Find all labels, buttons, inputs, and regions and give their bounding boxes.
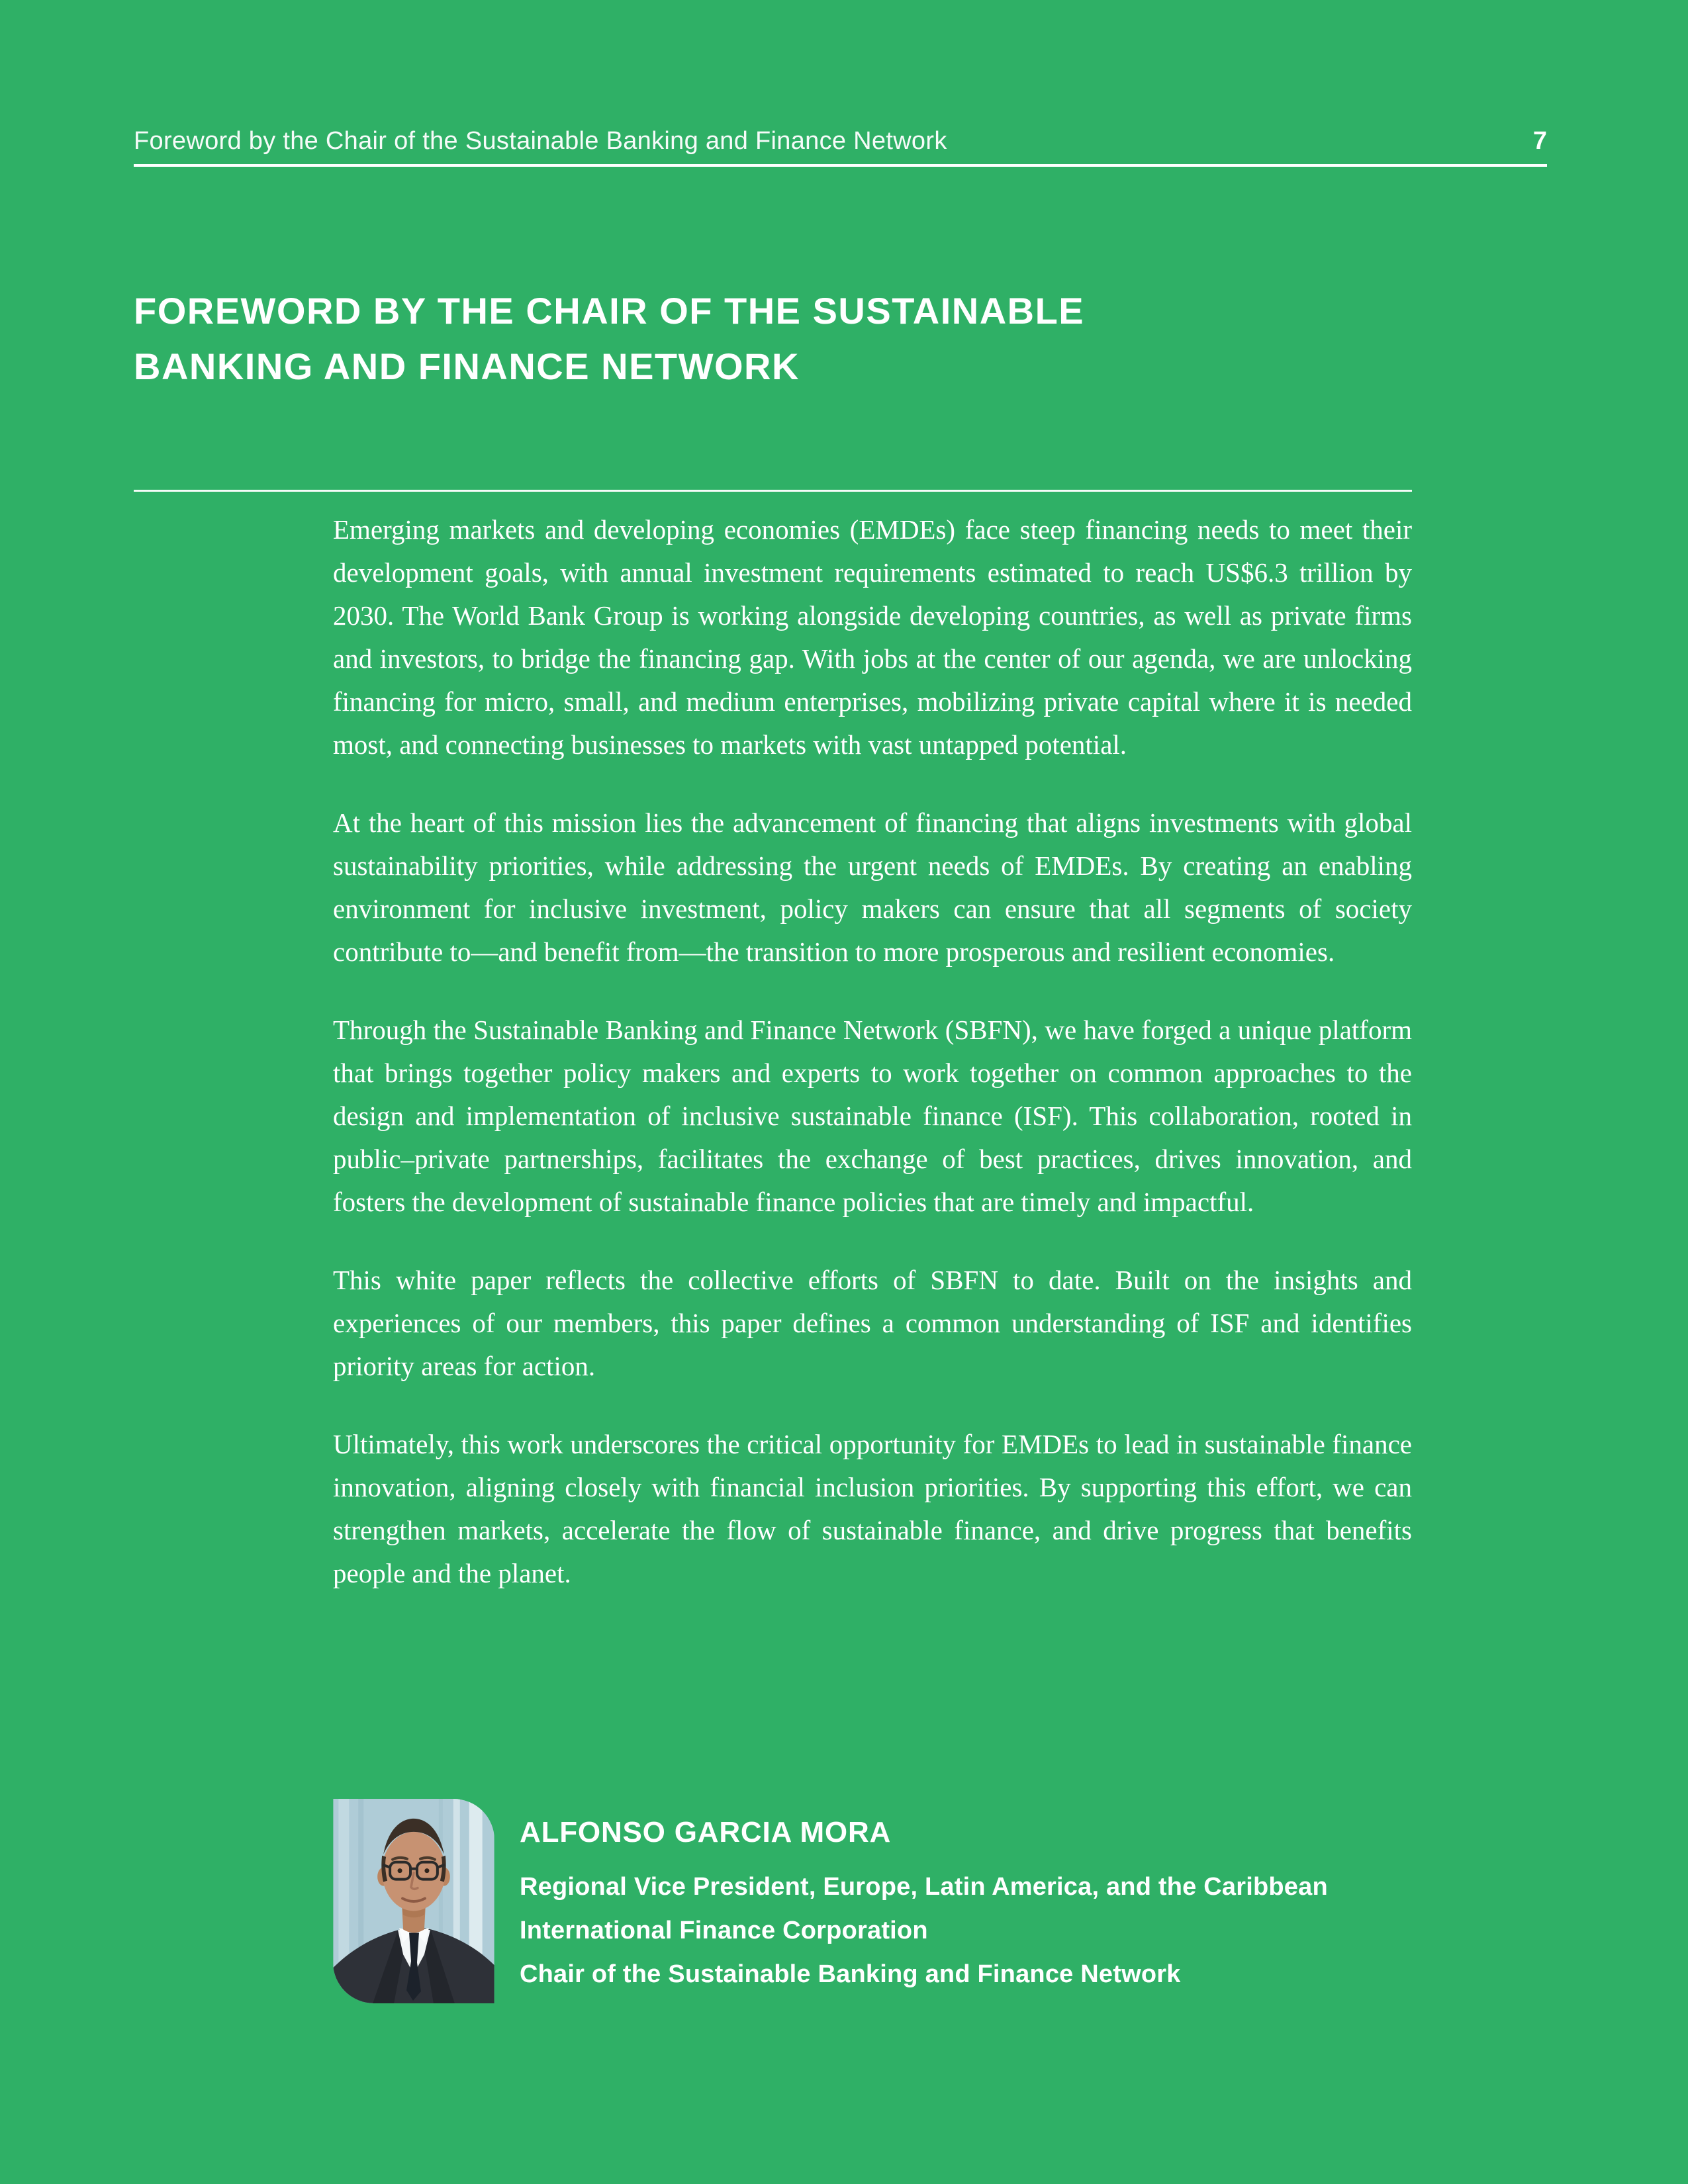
signature-block bbox=[333, 1799, 1328, 2003]
body-paragraph: Through the Sustainable Banking and Finance Network (SBFN), we have forged a unique platform that brings together policy makers and experts to work together on common approaches to the design and implementation of inclusive sustainable finance (ISF). This collaboration, rooted in public–private partnerships, facilitates the exchange of best practices, drives innovation, and fosters the development of sustainable finance policies that are timely and impactful. bbox=[333, 1015, 1412, 1217]
portrait-photo bbox=[333, 1799, 494, 2003]
page-title-line-2: BANKING AND FINANCE NETWORK bbox=[134, 345, 800, 387]
page-number: 7 bbox=[1532, 127, 1547, 155]
section-rule bbox=[134, 490, 1412, 492]
signatory-organization: International Finance Corporation bbox=[520, 1917, 928, 1944]
body-paragraph: At the heart of this mission lies the advancement of financing that aligns investments with global sustainability priorities, while addressing the urgent needs of EMDEs. By creating an enabling environment for inclusive investment, policy makers can ensure that all segments of society contribute to—and benefit from—the transition to more prosperous and resilient economies. bbox=[333, 807, 1412, 967]
header-rule bbox=[134, 164, 1547, 167]
signatory-name: ALFONSO GARCIA MORA bbox=[520, 1816, 892, 1848]
foreword-body bbox=[333, 508, 1412, 1630]
body-paragraph: Ultimately, this work underscores the critical opportunity for EMDEs to lead in sustainable finance innovation, aligning closely with financial inclusion priorities. By supporting this effort, we can strengthen markets, accelerate the flow of sustainable finance, and drive progress that benefits people and the planet. bbox=[333, 1429, 1412, 1588]
signature-text bbox=[520, 1799, 1328, 2003]
running-header-text: Foreword by the Chair of the Sustainable Banking and Finance Network bbox=[134, 127, 947, 155]
signatory-chair-title: Chair of the Sustainable Banking and Finance Network bbox=[520, 1960, 1181, 1988]
portrait-photo-illustration bbox=[333, 1799, 494, 2003]
body-paragraph: Emerging markets and developing economies (EMDEs) face steep financing needs to meet their development goals, with annual investment requirements estimated to reach US$6.3 trillion by 2030. The World Bank Group is working alongside developing countries, as well as private firms and investors, to bridge the financing gap. With jobs at the center of our agenda, we are unlocking financing for micro, small, and medium enterprises, mobilizing private capital where it is needed most, and connecting businesses to markets with vast untapped potential. bbox=[333, 514, 1412, 760]
running-header bbox=[134, 127, 1547, 156]
signatory-role: Regional Vice President, Europe, Latin America, and the Caribbean bbox=[520, 1873, 1328, 1901]
body-paragraph: This white paper reflects the collective efforts of SBFN to date. Built on the insights and experiences of our members, this paper defines a common understanding of ISF and identifies priority areas for action. bbox=[333, 1265, 1412, 1381]
page-title bbox=[134, 283, 1084, 394]
page-title-line-1: FOREWORD BY THE CHAIR OF THE SUSTAINABLE bbox=[134, 290, 1085, 332]
